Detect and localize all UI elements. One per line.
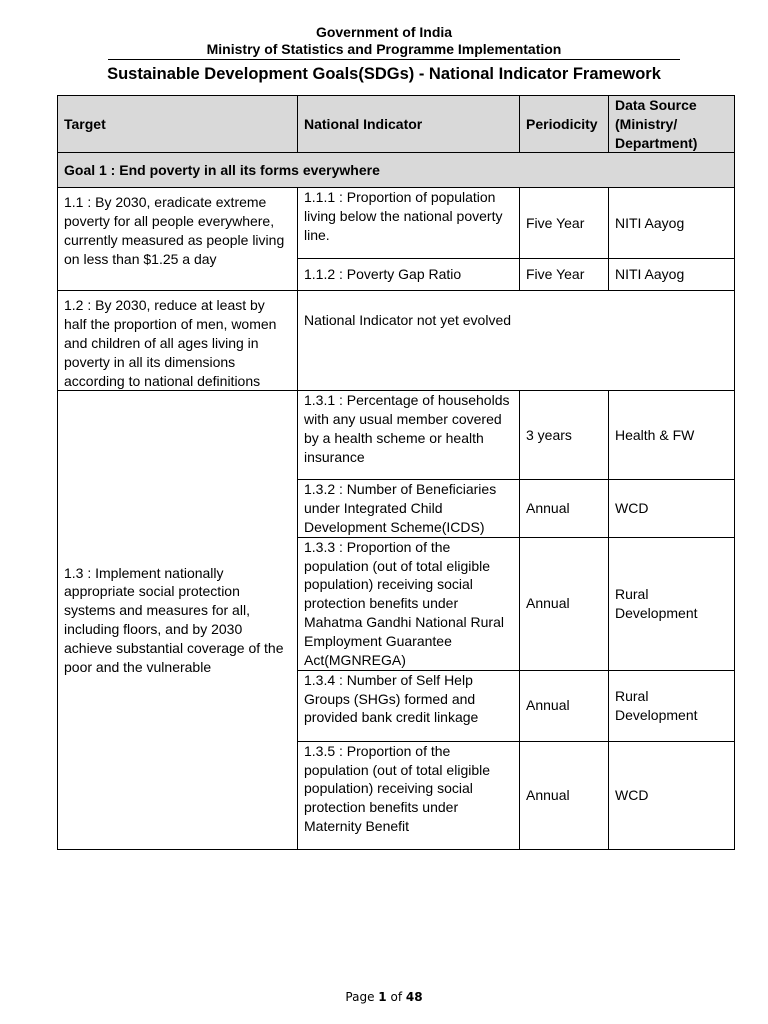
table-row — [58, 291, 735, 391]
ministry-heading: Ministry of Statistics and Programme Implementation — [206, 41, 562, 57]
data-source-cell: WCD — [609, 480, 735, 537]
periodicity-cell: Five Year — [520, 259, 609, 291]
target-cell: 1.3 : Implement nationally appropriate social protection systems and measures for all, including floors, and by 2030 achieve substantial coverage of the poor and the vulnerable — [58, 391, 298, 849]
column-header-indicator: National Indicator — [298, 96, 520, 153]
table-header-row — [58, 96, 735, 153]
data-source-cell: NITI Aayog — [609, 259, 735, 291]
periodicity-cell: 3 years — [520, 391, 609, 480]
data-source-cell: NITI Aayog — [609, 188, 735, 259]
periodicity-cell: Five Year — [520, 188, 609, 259]
column-header-periodicity: Periodicity — [520, 96, 609, 153]
indicator-cell: 1.3.3 : Proportion of the population (out of total eligible population) receiving social protection benefits under Mahatma Gandhi National Rural Employment Guarantee Act(MGNREGA) — [298, 537, 520, 670]
page-current: 1 — [378, 990, 387, 1004]
periodicity-cell: Annual — [520, 480, 609, 537]
target-cell: 1.1 : By 2030, eradicate extreme poverty for all people everywhere, currently measured as people living on less than $1.25 a day — [58, 188, 298, 291]
page-label: Page — [345, 990, 375, 1004]
goal-row — [58, 153, 735, 188]
table-row — [58, 188, 735, 259]
data-source-cell: WCD — [609, 741, 735, 849]
indicator-cell: 1.3.2 : Number of Beneficiaries under Integrated Child Development Scheme(ICDS) — [298, 480, 520, 537]
indicator-table — [57, 95, 735, 850]
government-heading: Government of India — [315, 24, 453, 40]
column-header-data-source: Data Source (Ministry/ Department) — [609, 96, 735, 153]
goal-title: Goal 1 : End poverty in all its forms everywhere — [58, 153, 735, 188]
indicator-cell: 1.1.1 : Proportion of population living below the national poverty line. — [298, 188, 520, 259]
data-source-cell: Rural Development — [609, 670, 735, 741]
indicator-cell: 1.3.5 : Proportion of the population (out of total eligible population) receiving social protection benefits under Maternity Benefit — [298, 741, 520, 849]
table-row — [58, 391, 735, 480]
target-cell: 1.2 : By 2030, reduce at least by half the proportion of men, women and children of all ages living in poverty in all its dimensions according to national definitions — [58, 291, 298, 391]
column-header-target: Target — [58, 96, 298, 153]
not-evolved-note: National Indicator not yet evolved — [298, 291, 735, 391]
periodicity-cell: Annual — [520, 670, 609, 741]
indicator-cell: 1.3.4 : Number of Self Help Groups (SHGs) formed and provided bank credit linkage — [298, 670, 520, 741]
page-of-label: of — [390, 990, 403, 1004]
page-total: 48 — [405, 990, 423, 1004]
periodicity-cell: Annual — [520, 537, 609, 670]
heading-divider — [108, 59, 680, 60]
page-number — [0, 990, 768, 1004]
data-source-cell: Rural Development — [609, 537, 735, 670]
indicator-cell: 1.3.1 : Percentage of households with any usual member covered by a health scheme or health insurance — [298, 391, 520, 480]
document-title: Sustainable Development Goals(SDGs) - National Indicator Framework — [107, 65, 661, 83]
periodicity-cell: Annual — [520, 741, 609, 849]
data-source-cell: Health & FW — [609, 391, 735, 480]
indicator-cell: 1.1.2 : Poverty Gap Ratio — [298, 259, 520, 291]
